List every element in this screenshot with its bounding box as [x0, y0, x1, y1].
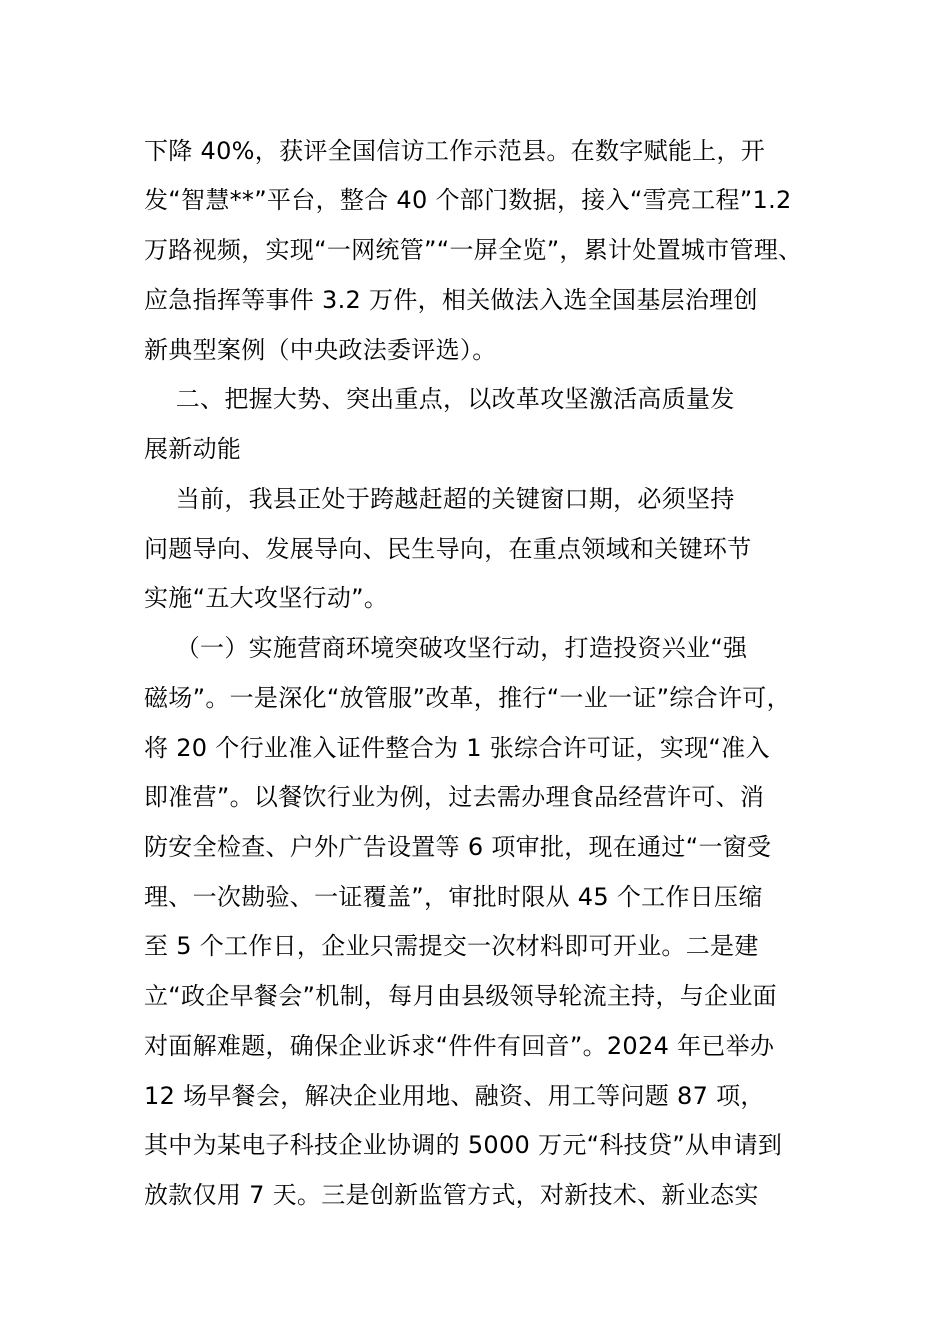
body-text-line: 立“政企早餐会”机制，每月由县级领导轮流主持，与企业面: [144, 982, 777, 1010]
body-text-line: 实施“五大攻坚行动”。: [144, 584, 389, 612]
body-text-line: 新典型案例（中央政法委评选）。: [144, 336, 497, 364]
body-text-line: 放款仅用 7 天。三是创新监管方式，对新技术、新业态实: [144, 1181, 759, 1209]
body-text-line: 防安全检查、户外广告设置等 6 项审批，现在通过“一窗受: [144, 833, 772, 861]
body-text-line: 下降 40%，获评全国信访工作示范县。在数字赋能上，开: [144, 137, 766, 165]
body-text-line: 至 5 个工作日，企业只需提交一次材料即可开业。二是建: [144, 932, 759, 960]
body-text-line: 应急指挥等事件 3.2 万件，相关做法入选全国基层治理创: [144, 286, 758, 314]
section-heading-line: 展新动能: [144, 435, 242, 463]
body-text-line: 万路视频，实现“一网统管”“一屏全览”，累计处置城市管理、: [144, 236, 803, 264]
body-text-line: 问题导向、发展导向、民生导向，在重点领域和关键环节: [144, 535, 752, 563]
body-text-line: 即准营”。以餐饮行业为例，过去需办理食品经营许可、消: [144, 783, 765, 811]
section-heading-line: 二、把握大势、突出重点，以改革攻坚激活高质量发: [144, 385, 735, 413]
body-text-line: 发“智慧**”平台，整合 40 个部门数据，接入“雪亮工程”1.2: [144, 186, 792, 214]
body-text-line: 磁场”。一是深化“放管服”改革，推行“一业一证”综合许可，: [144, 684, 791, 712]
body-text-line: 12 场早餐会，解决企业用地、融资、用工等问题 87 项，: [144, 1082, 765, 1110]
body-text-line: 对面解难题，确保企业诉求“件件有回音”。2024 年已举办: [144, 1032, 775, 1060]
body-text-line: 当前，我县正处于跨越赶超的关键窗口期，必须坚持: [144, 485, 735, 513]
subsection-heading-line: （一）实施营商环境突破攻坚行动，打造投资兴业“强: [144, 634, 748, 662]
body-text-line: 将 20 个行业准入证件整合为 1 张综合许可证，实现“准入: [144, 734, 770, 762]
body-text-line: 其中为某电子科技企业协调的 5000 万元“科技贷”从申请到: [144, 1131, 783, 1159]
body-text-line: 理、一次勘验、一证覆盖”，审批时限从 45 个工作日压缩: [144, 883, 763, 911]
